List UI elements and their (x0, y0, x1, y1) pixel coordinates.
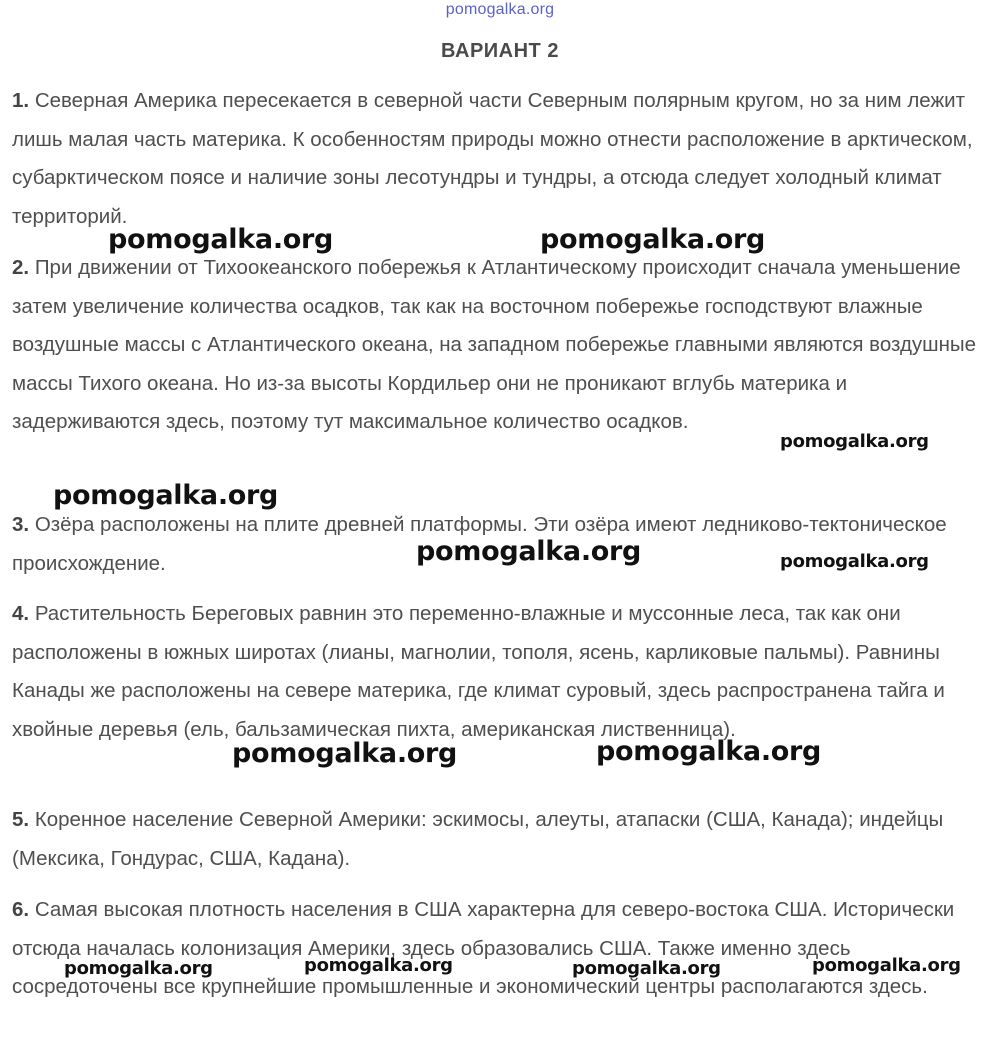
answer-text: При движении от Тихоокеанского побережья к Атлантическому происходит сначала уменьшение затем увеличение количества осадков, так как на восточном побережье господствуют влажные воздушные массы с Атлантического океана, на западном побережье главными являются воздушные массы Тихого океана. Но из-за высоты Кордильер они не проникают вглубь материка и задерживаются здесь, поэтому тут максимальное количество осадков. (12, 256, 977, 434)
answer-text: Самая высокая плотность населения в США характерна для северо-востока США. Исторически отсюда началась колонизация Америки, здесь образовались США. Также именно здесь сосредоточены все крупнейшие промышленные и экономический центры располагаются здесь. (12, 898, 955, 999)
watermark: pomogalka.org (416, 536, 642, 567)
answer-1 (12, 82, 997, 236)
answer-number: 4. (12, 602, 30, 625)
answer-text: Озёра расположены на плите древней платформы. Эти озёра имеют ледниково-тектоническое происхождение. (12, 513, 947, 575)
watermark: pomogalka.org (572, 958, 721, 979)
site-link[interactable]: pomogalka.org (445, 1, 555, 18)
answer-text: Коренное население Северной Америки: эскимосы, алеуты, атапаски (США, Канада); индейцы (Мексика, Гондурас, США, Кадана). (12, 808, 944, 870)
watermark: pomogalka.org (812, 955, 961, 976)
answer-number: 1. (12, 89, 30, 112)
answer-5 (12, 801, 997, 878)
watermark: pomogalka.org (780, 551, 929, 572)
answer-number: 3. (12, 513, 30, 536)
answer-6 (12, 891, 997, 1007)
answer-number: 5. (12, 808, 30, 831)
watermark: pomogalka.org (108, 224, 334, 255)
watermark: pomogalka.org (232, 738, 458, 769)
answer-text: Растительность Береговых равнин это переменно-влажные и муссонные леса, так как они расположены в южных широтах (лианы, магнолии, тополя, ясень, карликовые пальмы). Равнины Канады же расположены на севере материка, где климат суровый, здесь распространена тайга и хвойные деревья (ель, бальзамическая пихта, американская лиственница). (12, 602, 945, 741)
page-title: ВАРИАНТ 2 (441, 40, 559, 62)
watermark: pomogalka.org (64, 958, 213, 979)
answer-text: Северная Америка пересекается в северной части Северным полярным кругом, но за ним лежит лишь малая часть материка. К особенностям природы можно отнести расположение в арктическом, субарктическом поясе и наличие зоны лесотундры и тундры, а отсюда следует холодный климат территорий. (12, 89, 973, 228)
answer-4 (12, 595, 997, 749)
watermark: pomogalka.org (53, 480, 279, 511)
watermark: pomogalka.org (780, 431, 929, 452)
answer-number: 2. (12, 256, 30, 279)
answer-2 (12, 249, 997, 442)
answer-number: 6. (12, 898, 30, 921)
watermark: pomogalka.org (304, 955, 453, 976)
watermark: pomogalka.org (540, 224, 766, 255)
watermark: pomogalka.org (596, 736, 822, 767)
